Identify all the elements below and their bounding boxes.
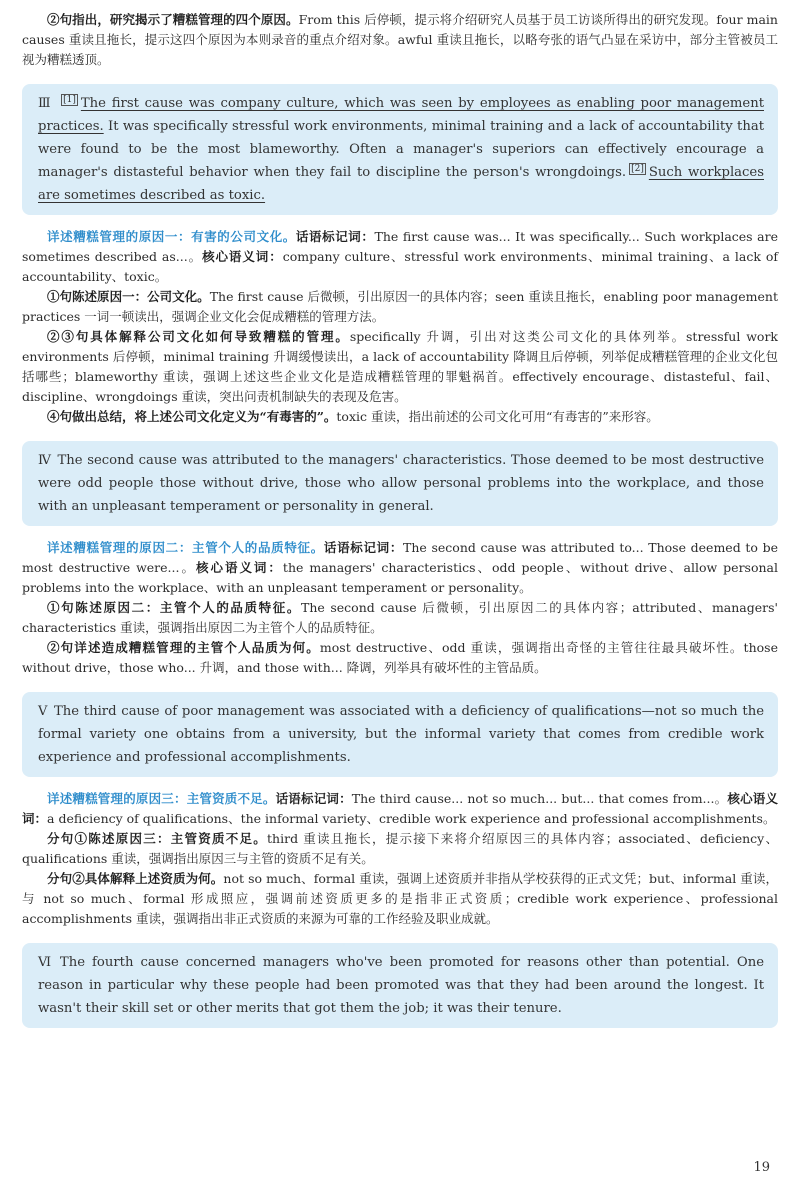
intro-head: ②句指出，研究揭示了糟糕管理的四个原因。 <box>47 12 299 27</box>
box-text: The second cause was attributed to the managers' characteristics. Those deemed to be most destructive were odd people those without drive, those who allow personal problems into the workplace, and those with an unpleasant temperament or personality in general. <box>38 453 764 514</box>
box-number: Ⅳ <box>38 453 52 468</box>
transcript-box-3 <box>22 84 778 215</box>
analysis-1-point-3: ④句做出总结，将上述公司文化定义为“有毒害的”。toxic 重读，指出前述的公司文化可用“有毒害的”来形容。 <box>47 409 659 424</box>
analysis-2-header: 详述糟糕管理的原因二：主管个人的品质特征。话语标记词：The second cause was attributed to... Those deemed to be most destructive were...。核心语义词：the managers' characteristics、odd people、without drive、allow personal problems into the workplace、with an unpleasant temperament or personality。 <box>22 540 779 595</box>
analysis-1-header: 详述糟糕管理的原因一：有害的公司文化。话语标记词：The first cause was... It was specifically... Such workplaces are sometimes described as...。核心语义词：company culture、stressful work environments、minimal training、a lack of accountability、toxic。 <box>22 229 778 284</box>
page-number: 19 <box>753 1160 770 1175</box>
intro-paragraph <box>22 10 778 70</box>
analysis-2-point-2: ②句详述造成糟糕管理的主管个人品质为何。most destructive、odd 重读，强调指出奇怪的主管往往最具破坏性。those without drive，those who... 升调，and those with... 降调，列举具有破坏性的主管品质。 <box>22 640 778 675</box>
box-number: Ⅴ <box>38 704 48 719</box>
box-number: Ⅵ <box>38 955 54 970</box>
underlined-sentence-1: The first cause was company culture, which was seen by employees as enabling poor management practices. <box>38 96 764 134</box>
analysis-heading: 详述糟糕管理的原因二：主管个人的品质特征。 <box>47 540 324 555</box>
transcript-box-5 <box>22 692 778 777</box>
analysis-2-point-1: ①句陈述原因二：主管个人的品质特征。The second cause 后微顿，引出原因二的具体内容；attributed、managers' characteristics 重读，强调指出原因二为主管个人的品质特征。 <box>22 600 778 635</box>
analysis-heading: 详述糟糕管理的原因一：有害的公司文化。 <box>47 229 296 244</box>
analysis-1-point-1: ①句陈述原因一：公司文化。The first cause 后微顿，引出原因一的具体内容；seen 重读且拖长，enabling poor management practices 一词一顿读出，强调企业文化会促成糟糕的管理方法。 <box>22 289 778 324</box>
marker-2: [2] <box>631 163 644 174</box>
box-number: Ⅲ <box>38 96 53 111</box>
intro-body: From this 后停顿，提示将介绍研究人员基于员工访谈所得出的研究发现。four main causes 重读且拖长，提示这四个原因为本则录音的重点介绍对象。awful 重读且拖长，以略夸张的语气凸显在采访中，部分主管被员工视为糟糕透顶。 <box>22 12 778 67</box>
underlined-sentence-2: Such workplaces are sometimes described as toxic. <box>38 165 764 203</box>
analysis-3-point-2: 分句②具体解释上述资质为何。not so much、formal 重读，强调上述资质并非指从学校获得的正式文凭；but、informal 重读，与 not so much、formal 形成照应，强调前述资质更多的是指非正式资质；credible work experience、professional accomplishments 重读，强调指出非正式资质的来源为可靠的工作经验及职业成就。 <box>22 871 778 926</box>
box-text: It was specifically stressful work environments, minimal training and a lack of accountability that were found to be the most blameworthy. Often a manager's superiors can effectively encourage a manager's distasteful behavior when they fail to discipline the person's wrongdoings. <box>38 119 764 180</box>
analysis-3-header: 详述糟糕管理的原因三：主管资质不足。话语标记词：The third cause... not so much... but... that comes from...。核心语义词：a deficiency of qualifications、the informal variety、credible work experience and professional accomplishments。 <box>22 791 778 826</box>
marker-1: [1] <box>63 94 76 105</box>
analysis-3-point-1: 分句①陈述原因三：主管资质不足。third 重读且拖长，提示接下来将介绍原因三的具体内容；associated、deficiency、qualifications 重读，强调指出原因三与主管的资质不足有关。 <box>22 831 778 866</box>
transcript-box-4 <box>22 441 778 526</box>
box-text: The fourth cause concerned managers who've been promoted for reasons other than potential. One reason in particular why these people had been promoted was that they had been around the longest. It wasn't their skill set or other merits that got them the job; it was their tenure. <box>38 955 765 1016</box>
box-text: The third cause of poor management was associated with a deficiency of qualifications—not so much the formal variety one obtains from a university, but the informal variety that comes from credible work experience and professional accomplishments. <box>38 704 764 765</box>
analysis-heading: 详述糟糕管理的原因三：主管资质不足。 <box>47 791 276 806</box>
transcript-box-6 <box>22 943 778 1028</box>
analysis-1-point-2: ②③句具体解释公司文化如何导致糟糕的管理。specifically 升调，引出对这类公司文化的具体列举。stressful work environments 后停顿，minimal training 升调缓慢读出，a lack of accountability 降调且后停顿，列举促成糟糕管理的企业文化包括哪些；blameworthy 重读，强调上述这些企业文化是造成糟糕管理的罪魁祸首。effectively encourage、distasteful、fail、discipline、wrongdoings 重读，突出问责机制缺失的表现及危害。 <box>22 329 778 404</box>
